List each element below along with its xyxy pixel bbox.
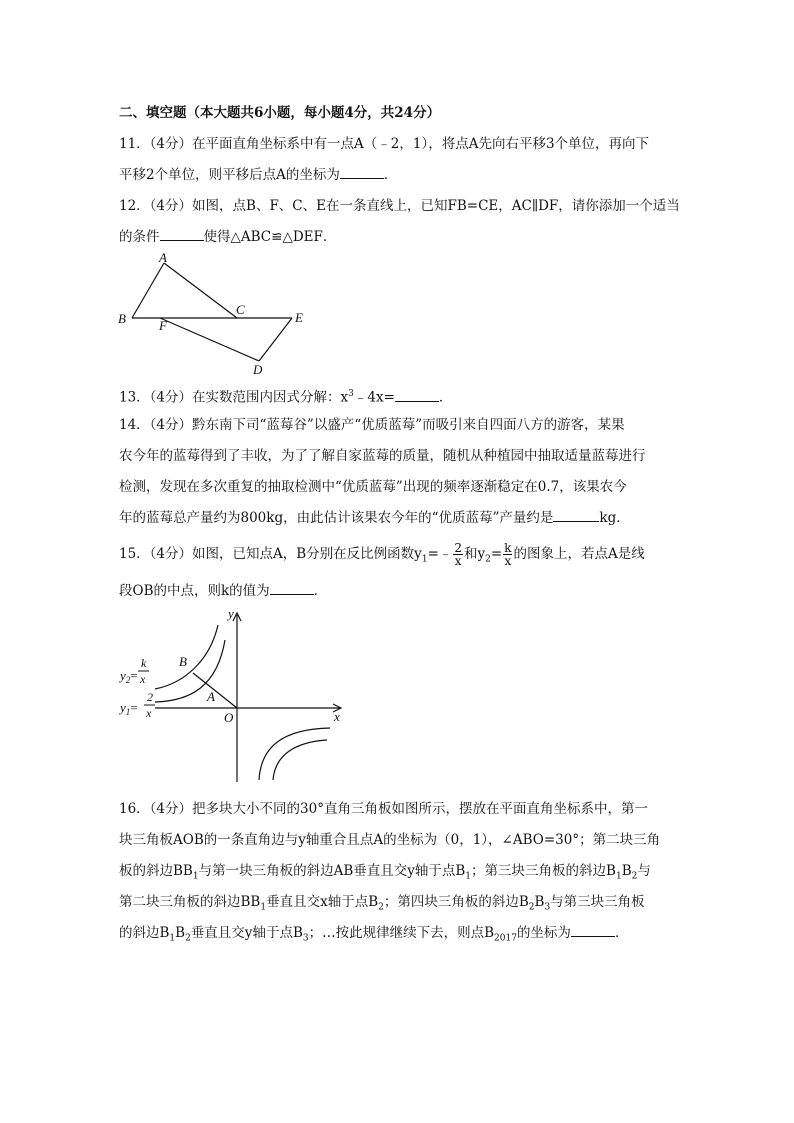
q11-answer-blank (340, 166, 384, 179)
q15-fraction-1 (453, 542, 463, 567)
q16-l5-s2: 2 (185, 933, 191, 944)
curve-y2-right (259, 728, 330, 780)
q14-text-a: 年的蓝莓总产量约为800kg，由此估计该果农今年的“优质蓝莓”产量约是 (119, 510, 554, 526)
q15-eq1: =﹣ (427, 546, 453, 562)
q16-l4-a: 第二块三角板的斜边BB (119, 894, 261, 910)
label-d: D (253, 362, 263, 377)
y2-eq: = (130, 668, 138, 683)
segment-ab (132, 263, 164, 318)
segment-ac (164, 263, 237, 318)
point-a-label: A (207, 689, 215, 704)
segment-ed (259, 318, 292, 361)
label-a: A (159, 250, 167, 265)
fraction-1-numerator: 2 (454, 541, 463, 555)
q15-answer-blank (270, 582, 314, 595)
q16-l5-s3: 3 (302, 933, 309, 944)
q12-answer-blank (160, 228, 204, 241)
q15-text-2: 段OB的中点，则k的值为 (119, 583, 270, 599)
point-b-label: B (179, 654, 187, 669)
y2-sub: 2 (125, 675, 131, 685)
q16-line1: 16．（4分）把多块大小不同的30°直角三角板如图所示，摆放在平面直角坐标系中，第一 (119, 801, 648, 817)
q11-line1: 11．（4分）在平面直角坐标系中有一点A（﹣2，1），将点A先向右平移3个单位，再向下 (119, 136, 650, 152)
q16-l3-s3: 1 (615, 871, 622, 882)
q16-l3-s4: 2 (631, 871, 638, 882)
q16-l4-d: B (534, 894, 545, 910)
fraction-1-denominator: x (454, 554, 462, 568)
fraction-2-denominator: x (504, 554, 512, 568)
q16-l4-s1: 1 (260, 902, 267, 913)
x-axis-label: x (334, 709, 340, 724)
q15-fraction-2 (503, 542, 512, 567)
q13-after: ﹣4x= (353, 389, 395, 406)
y1-num: 2 (147, 690, 153, 704)
q16-l3-s1: 1 (192, 871, 199, 882)
q16-l5-a: 的斜边B (119, 925, 170, 941)
q14-line1: 14．（4分）黔东南下司“蓝莓谷”以盛产“优质蓝莓”而吸引来自四面八方的游客，某果 (119, 417, 625, 433)
q16-l3-d: B (621, 863, 632, 879)
q16-l5-c: 垂直且交y轴于点B (190, 925, 303, 941)
q14-line4 (119, 509, 630, 527)
q13-line (119, 385, 452, 407)
curve-y1-right (273, 740, 327, 780)
q13-exponent: 3 (348, 389, 354, 399)
q15-end: ． (313, 583, 328, 599)
label-b: B (118, 311, 126, 326)
y-axis-label: y (228, 606, 234, 621)
q11-line2 (119, 166, 397, 184)
q16-l5-b: B (175, 925, 186, 941)
y2-label (118, 668, 138, 685)
origin-label: O (224, 710, 234, 725)
q14-text-b: kg． (599, 510, 630, 526)
q15-line2 (119, 582, 327, 600)
q13-text: 13．（4分）在实数范围内因式分解：x (119, 389, 349, 406)
q16-l4-b: 垂直且交x轴于点B (266, 894, 379, 910)
section-title: 二、填空题（本大题共6小题，每小题4分，共24分） (119, 105, 441, 121)
q13-answer-blank (395, 389, 439, 402)
y2-letter: y (120, 668, 126, 683)
q11-end: ． (383, 167, 398, 183)
y1-eq: = (130, 700, 138, 715)
q16-l4-s4: 3 (544, 902, 551, 913)
q12-line1: 12．（4分）如图，点B、F、C、E在一条直线上，已知FB=CE，AC∥DF，请你添加一个适当 (119, 198, 680, 214)
q16-l3-b: 与第一块三角板的斜边AB垂直且交y轴于点B (198, 863, 466, 879)
label-f: F (159, 318, 167, 333)
q13-end: ． (438, 389, 453, 406)
q14-line3: 检测，发现在多次重复的抽取检测中“优质蓝莓”出现的频率逐渐稳定在0.7，该果农今 (119, 479, 627, 495)
q16-l4-s2: 2 (378, 902, 384, 913)
q15-figure (115, 605, 355, 787)
y2-num: k (141, 656, 147, 670)
q15-eq2: = (490, 546, 503, 562)
q16-end: ． (614, 925, 629, 941)
q16-l3-a: 板的斜边BB (119, 863, 193, 879)
q15-sub1: 1 (421, 554, 428, 565)
q11-text: 平移2个单位，则平移后点A的坐标为 (119, 167, 340, 183)
q16-l3-s2: 1 (465, 871, 472, 882)
q15-line1 (119, 542, 645, 569)
q16-l4-s3: 2 (528, 902, 535, 913)
segment-bo (193, 673, 237, 708)
q16-l5-s4: 2017 (494, 933, 517, 944)
q16-line3 (119, 862, 651, 886)
q12-text-b: 使得△ABC≌△DEF． (203, 229, 337, 245)
q16-line5 (119, 924, 628, 948)
y1-sub: 1 (125, 707, 131, 717)
q15-sub2: 2 (485, 554, 491, 565)
segment-fd (160, 318, 259, 361)
label-c: C (236, 302, 245, 317)
q12-text-a: 的条件 (119, 229, 160, 245)
q16-answer-blank (571, 924, 615, 937)
q16-l5-e: 的坐标为 (516, 925, 571, 941)
y1-den: x (146, 706, 152, 720)
q16-l4-c: ；第四块三角板的斜边B (383, 894, 529, 910)
q16-l5-d: ；…按此规律继续下去，则点B (308, 925, 495, 941)
q15-text-a: 15．（4分）如图，已知点A，B分别在反比例函数y (119, 546, 422, 562)
y2-den: x (140, 672, 146, 686)
y1-letter: y (120, 700, 126, 715)
y1-label (118, 700, 138, 717)
q16-l3-c: ；第三块三角板的斜边B (471, 863, 616, 879)
q16-l5-s1: 1 (169, 933, 176, 944)
q16-l3-e: 与 (637, 863, 651, 879)
q14-line2: 农今年的蓝莓得到了丰收，为了了解自家蓝莓的质量，随机从种植园中抽取适量蓝莓进行 (119, 448, 646, 464)
q14-answer-blank (553, 509, 599, 522)
q15-and: 和y (464, 546, 486, 562)
q12-line2 (119, 228, 336, 246)
q16-line4 (119, 893, 645, 917)
label-e: E (295, 310, 303, 325)
fraction-2-numerator: k (504, 541, 512, 555)
q16-line2: 块三角板AOB的一条直角边与y轴重合且点A的坐标为（0，1），∠ABO=30°；第二块三角 (119, 832, 661, 848)
q15-text-b: 的图象上，若点A是线 (513, 546, 645, 562)
q16-l4-e: 与第三块三角板 (550, 894, 645, 910)
q12-figure (112, 248, 322, 378)
